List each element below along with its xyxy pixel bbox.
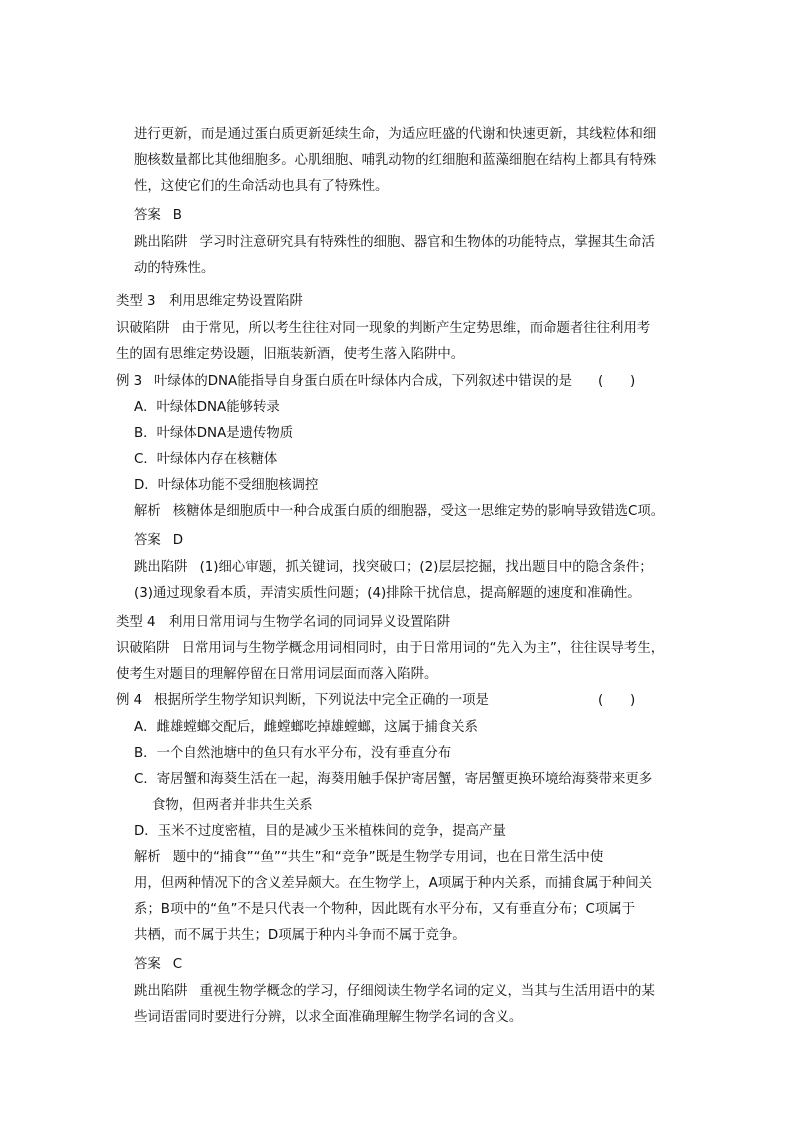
recognize-trap-text: 由于常见，所以考生往往对同一现象的判断产生定势思维，而命题者往往利用考 [181,321,651,336]
option-a: A．叶绿体DNA能够转录 [134,400,280,415]
option-d: D．叶绿体功能不受细胞核调控 [134,478,319,493]
answer-label: 答案 [134,957,161,972]
analysis-text: 核糖体是细胞质中一种合成蛋白质的细胞器，受这一思维定势的影响导致错选C项。 [172,504,665,519]
example-4-question [116,692,489,710]
analysis-label: 解析 [134,850,161,865]
answer-value: C [172,957,183,972]
recognize-trap-label: 识破陷阱 [116,641,170,656]
trap-tip-line [134,559,653,577]
question-text: 叶绿体的DNA能指导自身蛋白质在叶绿体内合成，下列叙述中错误的是 [154,374,572,389]
text-line: 使考生对题目的理解停留在日常用词层面而落入陷阱。 [116,667,438,682]
analysis-line [134,503,664,521]
recognize-trap-line [116,640,664,658]
trap-tip-text: 重视生物学概念的学习，仔细阅读生物学名词的定义，当其与生活用语中的某 [199,984,655,999]
section-heading-type4: 类型 4 利用日常用词与生物学名词的同词异义设置陷阱 [116,615,451,630]
example-label: 例 3 [116,374,143,389]
answer-parentheses: ( ) [598,693,636,708]
analysis-label: 解析 [134,504,161,519]
recognize-trap-text: 日常用词与生物学概念用词相同时，由于日常用词的“先入为主”，往往误导考生， [181,641,665,656]
answer-parentheses: ( ) [598,374,636,389]
question-text: 根据所学生物学知识判断，下列说法中完全正确的一项是 [154,693,489,708]
answer-line [134,532,183,550]
text-line: 系；B项中的“鱼”不是只代表一个物种，因此既有水平分布，又有垂直分布；C项属于 [134,902,636,917]
trap-tip-label: 跳出陷阱 [134,235,188,250]
analysis-text: 题中的“捕食”“鱼”“共生”和“竞争”既是生物学专用词，也在日常生活中使 [172,850,604,865]
trap-tip-line [134,983,655,1001]
text-line: 胞核数量都比其他细胞多。心肌细胞、哺乳动物的红细胞和蓝藻细胞在结构上都具有特殊 [134,153,657,168]
trap-tip-label: 跳出陷阱 [134,984,188,999]
option-d: D．玉米不过度密植，目的是减少玉米植株间的竞争，提高产量 [134,824,506,839]
answer-value: B [172,208,182,223]
section-heading-type3: 类型 3 利用思维定势设置陷阱 [116,294,303,309]
option-b: B．一个自然池塘中的鱼只有水平分布，没有垂直分布 [134,746,452,761]
text-line: (3)通过现象看本质，弄清实质性问题；(4)排除干扰信息，提高解题的速度和准确性。 [134,586,641,601]
answer-label: 答案 [134,208,161,223]
text-line: 进行更新，而是通过蛋白质更新延续生命，为适应旺盛的代谢和快速更新，其线粒体和细 [134,127,657,142]
answer-line [134,207,182,225]
text-line: 些词语雷同时要进行分辨，以求全面准确理解生物学名词的含义。 [134,1010,523,1025]
trap-tip-line [134,234,655,252]
option-b: B．叶绿体DNA是遗传物质 [134,426,294,441]
text-line: 动的特殊性。 [134,261,215,276]
example-3-question [116,373,572,391]
recognize-trap-label: 识破陷阱 [116,321,170,336]
trap-tip-text: (1)细心审题，抓关键词，找突破口；(2)层层挖掘，找出题目中的隐含条件； [199,560,653,575]
answer-label: 答案 [134,533,161,548]
option-c: C．叶绿体内存在核糖体 [134,452,278,467]
text-line: 共栖，而不属于共生；D项属于种内斗争而不属于竞争。 [134,928,466,943]
text-line: 生的固有思维定势设题，旧瓶装新酒，使考生落入陷阱中。 [116,347,465,362]
trap-tip-text: 学习时注意研究具有特殊性的细胞、器官和生物体的功能特点，掌握其生命活 [199,235,655,250]
answer-line [134,956,182,974]
example-label: 例 4 [116,693,143,708]
text-line: 用，但两种情况下的含义差异颇大。在生物学上，A项属于种内关系，而捕食属于种间关 [134,876,653,891]
option-c-continued: 食物，但两者并非共生关系 [152,798,313,813]
option-a: A．雌雄螳螂交配后，雌螳螂吃掉雄螳螂，这属于捕食关系 [134,720,478,735]
analysis-line [134,849,603,867]
text-line: 性，这使它们的生命活动也具有了特殊性。 [134,179,389,194]
answer-value: D [172,533,184,548]
option-c: C．寄居蟹和海葵生活在一起，海葵用触手保护寄居蟹，寄居蟹更换环境给海葵带来更多 [134,772,653,787]
recognize-trap-line [116,320,650,338]
trap-tip-label: 跳出陷阱 [134,560,188,575]
